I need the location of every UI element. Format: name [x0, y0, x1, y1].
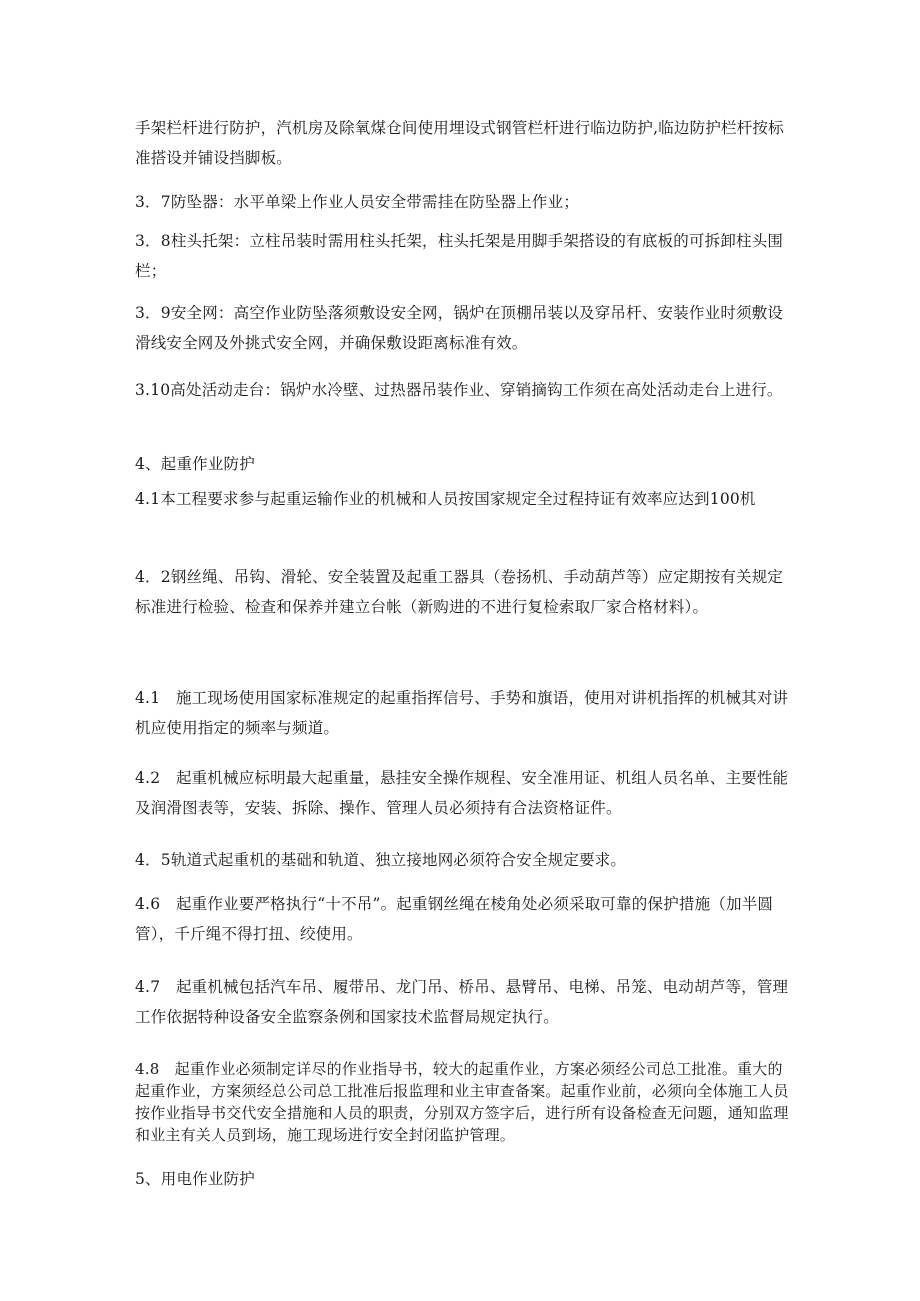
- paragraph-4-1b: 4.1 施工现场使用国家标准规定的起重指挥信号、手势和旗语，使用对讲机指挥的机械其对讲机应使用指定的频率与频道。: [135, 689, 789, 737]
- section-heading-5: 5、用电作业防护: [135, 1170, 255, 1188]
- paragraph-4-1a: 4.1本工程要求参与起重运输作业的机械和人员按国家规定全过程持证有效率应达到100机: [135, 490, 756, 508]
- paragraph-3-10: 3.10高处活动走台：锅炉水冷壁、过热器吊装作业、穿销摘钩工作须在高处活动走台上进行。: [135, 381, 783, 399]
- paragraph-4-5: 4．5轨道式起重机的基础和轨道、独立接地网必须符合安全规定要求。: [135, 851, 627, 869]
- paragraph-4-2a: 4．2钢丝绳、吊钩、滑轮、安全装置及起重工器具（卷扬机、手动葫芦等）应定期按有关规定标准进行检验、检查和保养并建立台帐（新购进的不进行复检索取厂家合格材料）。: [135, 568, 784, 616]
- paragraph-4-6: 4.6 起重作业要严格执行“十不吊”。起重钢丝绳在棱角处必须采取可靠的保护措施（加半圆管），千斤绳不得打扭、绞使用。: [135, 895, 774, 943]
- paragraph-3-8: 3．8柱头托架：立柱吊装时需用柱头托架，柱头托架是用脚手架搭设的有底板的可拆卸柱头围栏；: [135, 232, 784, 280]
- paragraph-3-9: 3．9安全网：高空作业防坠落须敷设安全网，锅炉在顶棚吊装以及穿吊杆、安装作业时须敷设滑线安全网及外挑式安全网，并确保敷设距离标准有效。: [135, 304, 784, 352]
- section-heading-4: 4、起重作业防护: [135, 455, 255, 473]
- paragraph-4-2b: 4.2 起重机械应标明最大起重量，悬挂安全操作规程、安全准用证、机组人员名单、主要性能及润滑图表等，安装、拆除、操作、管理人员必须持有合法资格证件。: [135, 769, 789, 817]
- paragraph-4-8: 4.8 起重作业必须制定详尽的作业指导书，较大的起重作业，方案必须经公司总工批准。重大的起重作业，方案须经总公司总工批准后报监理和业主审查备案。起重作业前，必须向全体施工人员按作业指导书交代安全措施和人员的职责，分别双方签字后，进行所有设备检查无问题，通知监理和业主有关人员到场，施工现场进行安全封闭监护管理。: [135, 1060, 789, 1144]
- paragraph-scaffold-railing: 手架栏杆进行防护，汽机房及除氧煤仓间使用埋设式钢管栏杆进行临边防护,临边防护栏杆按标准搭设并铺设挡脚板。: [135, 119, 784, 167]
- paragraph-3-7: 3．7防坠器：水平单梁上作业人员安全带需挂在防坠器上作业；: [135, 193, 580, 211]
- paragraph-4-7: 4.7 起重机械包括汽车吊、履带吊、龙门吊、桥吊、悬臂吊、电梯、吊笼、电动胡芦等，管理工作依据特种设备安全监察条例和国家技术监督局规定执行。: [135, 978, 789, 1026]
